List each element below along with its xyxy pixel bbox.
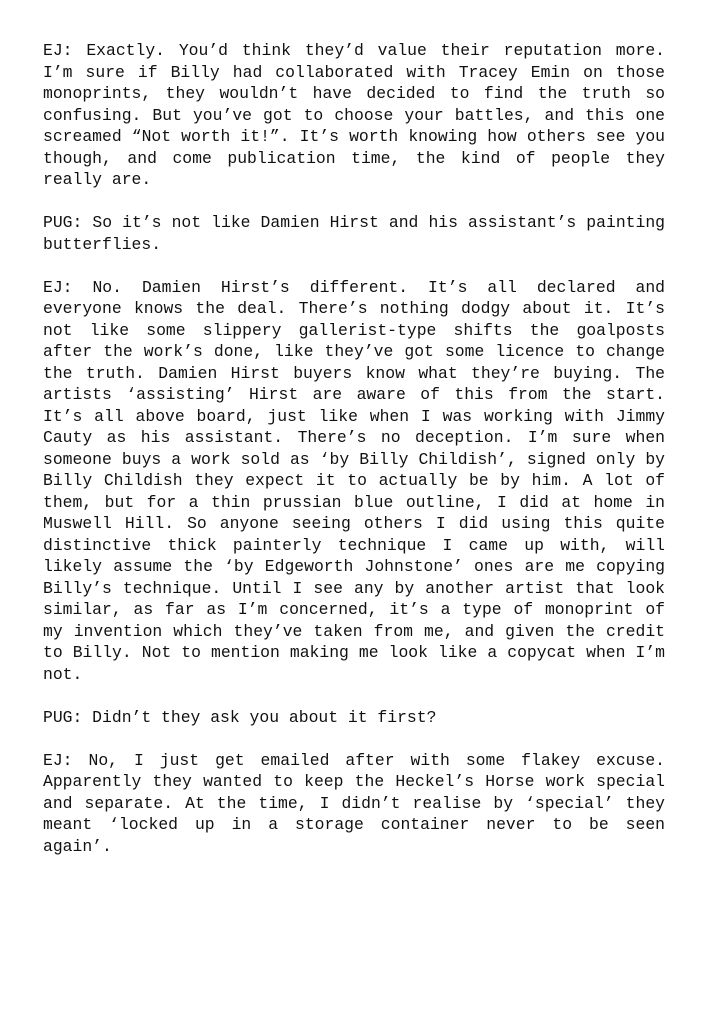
- paragraph-pug-hirst-question: PUG: So it’s not like Damien Hirst and his assistant’s painting butterflies.: [43, 213, 665, 254]
- paragraph-pug-ask-question: PUG: Didn’t they ask you about it first?: [43, 707, 437, 727]
- paragraph-ej-hirst-answer: EJ: No. Damien Hirst’s different. It’s all declared and everyone knows the deal. There’s nothing dodgy about it. It’s not like some slippery gallerist-type shifts the goalposts after the work’s done, like they’ve got some licence to change the truth. Damien Hirst buyers know what they’re buying. The artists ‘assisting’ Hirst are aware of this from the start. It’s all above board, just like when I was working with Jimmy Cauty as his assistant. There’s no deception. I’m sure when someone buys a work sold as ‘by Billy Childish’, signed only by Billy Childish they expect it to actually be by him. A lot of them, but for a thin prussian blue outline, I did at home in Muswell Hill. So anyone seeing others I did using this quite distinctive thick painterly technique I came up with, will likely assume the ‘by Edgeworth Johnstone’ ones are me copying Billy’s technique. Until I see any by another artist that look similar, as far as I’m concerned, it’s a type of monoprint of my invention which they’ve taken from me, and given the credit to Billy. Not to mention making me look like a copycat when I’m not.: [43, 277, 665, 684]
- paragraph-ej-reputation: EJ: Exactly. You’d think they’d value their reputation more. I’m sure if Billy had collaborated with Tracey Emin on those monoprints, they wouldn’t have decided to find the truth so confusing. But you’ve got to choose your battles, and this one screamed “Not worth it!”. It’s worth knowing how others see you though, and come publication time, the kind of people they really are.: [43, 41, 665, 189]
- interview-page: [43, 40, 665, 879]
- paragraph-ej-email-answer: EJ: No, I just get emailed after with some flakey excuse. Apparently they wanted to keep the Heckel’s Horse work special and separate. At the time, I didn’t realise by ‘special’ they meant ‘locked up in a storage container never to be seen again’.: [43, 750, 665, 856]
